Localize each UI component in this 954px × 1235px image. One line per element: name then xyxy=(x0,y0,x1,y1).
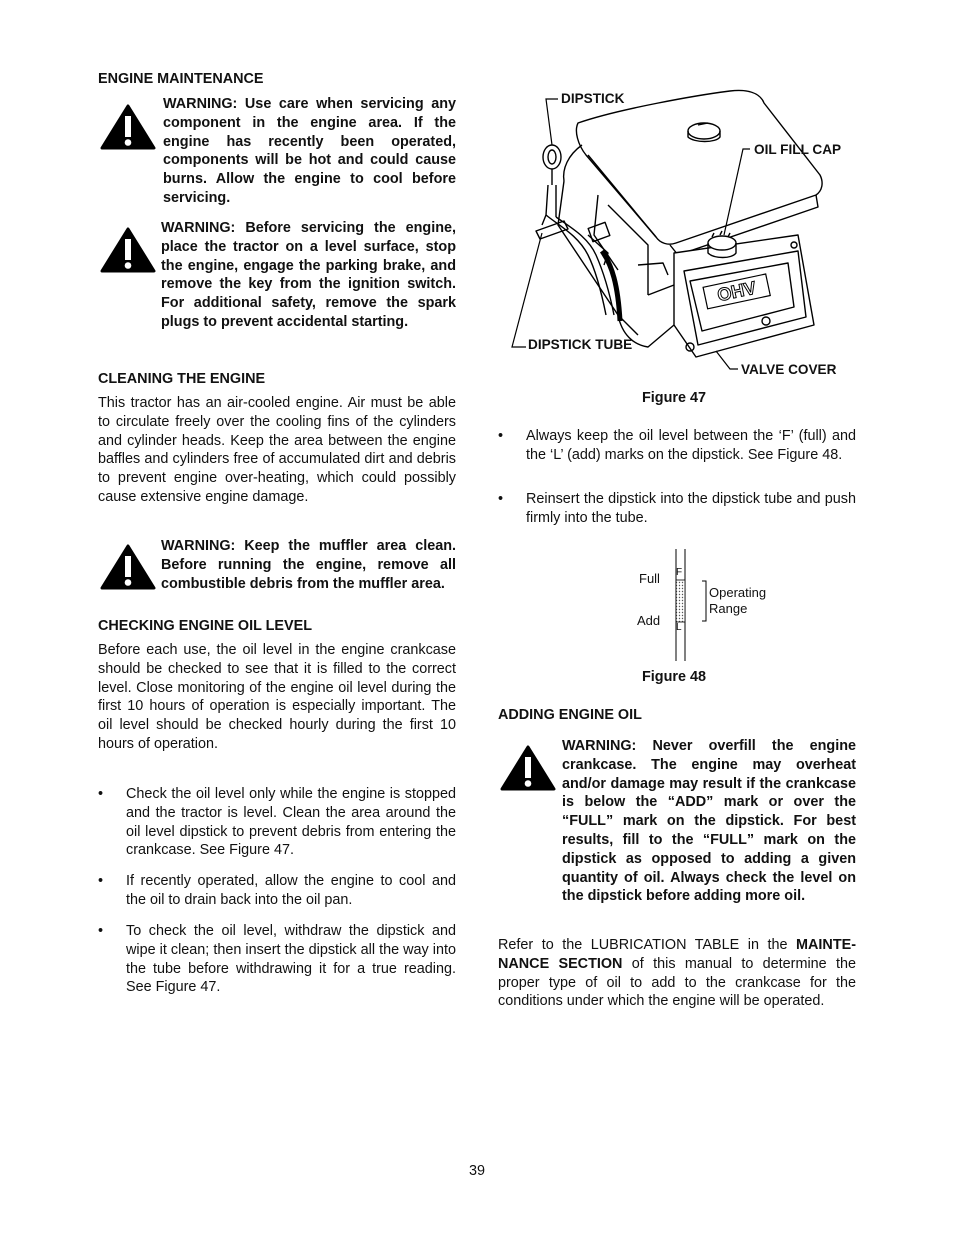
dipstick-tube-leader xyxy=(512,233,542,347)
callout-valve-cover: VALVE COVER xyxy=(741,362,837,377)
list-item: • If recently operated, allow the engine to cool and the oil to drain back into the oil pan. xyxy=(98,873,456,908)
cleaning-paragraph: This tractor has an air-cooled engine. Air must be able to circulate freely over the cooling fins of the cylinders and cylinder heads. Keep the area between the engine baffles and cylinders free of accumulated dirt and debris to prevent engine over-heating, which could possibly cause extensive engine damage. xyxy=(98,395,456,505)
refer-paragraph: Refer to the LUBRICATION TABLE in the MAINTE-NANCE SECTION of this manual to determine the proper type of oil to add to the crankcase for the conditions under which the engine will be operated. xyxy=(498,937,856,1010)
warning-triangle-icon xyxy=(100,227,156,273)
l-mark: L xyxy=(676,622,682,633)
page-number: 39 xyxy=(468,1163,485,1179)
warning-muffler-area: WARNING: Keep the muffler area clean. Before running the engine, remove all combustible debris from the muffler area. xyxy=(161,538,456,592)
svg-text:OHV: OHV xyxy=(715,277,758,306)
figure-47 xyxy=(498,85,858,385)
list-item: • Check the oil level only while the engine is stopped and the tractor is level. Clean the area around the oil level dipstick to prevent debris from entering the crankcase. See Figure 47. xyxy=(98,786,456,859)
heading-engine-maintenance: ENGINE MAINTENANCE xyxy=(98,71,264,87)
warning-triangle-icon xyxy=(100,104,156,150)
callout-oil-fill-cap: OIL FILL CAP xyxy=(754,142,842,157)
figure-47-caption: Figure 47 xyxy=(642,390,706,406)
callout-dipstick-tube: DIPSTICK TUBE xyxy=(528,337,633,352)
full-label: Full xyxy=(639,571,660,586)
warning-overfill: WARNING: Never overfill the engine crankcase. The engine may overheat and/or damage may result if the crankcase is below the “ADD” mark or over the “FULL” mark on the dipstick. For best results, fill to the “FULL” mark on the dipstick as opposed to adding a given quantity of oil. Always check the level on the dipstick before adding more oil. xyxy=(562,738,856,905)
list-item: • Always keep the oil level between the ‘F’ (full) and the ‘L’ (add) marks on the dipstick. See Figure 48. xyxy=(498,428,856,463)
valve-cover-leader xyxy=(716,351,738,369)
dipstick-leader xyxy=(546,99,558,145)
figure-48-caption: Figure 48 xyxy=(642,669,706,685)
callout-dipstick: DIPSTICK xyxy=(561,91,625,106)
warning-before-servicing: WARNING: Before servicing the engine, place the tractor on a level surface, stop the engine, engage the parking brake, and remove the key from the ignition switch. For additional safety, remove the spark plugs to prevent accidental starting. xyxy=(161,220,456,330)
list-item: • Reinsert the dipstick into the dipstick tube and push firmly into the tube. xyxy=(498,491,856,526)
heading-checking-oil: CHECKING ENGINE OIL LEVEL xyxy=(98,618,313,634)
list-item: • To check the oil level, withdraw the dipstick and wipe it clean; then insert the dipstick all the way into the tube before withdrawing it for a true reading. See Figure 47. xyxy=(98,923,456,996)
warning-triangle-icon xyxy=(500,745,556,791)
warning-hot-components: WARNING: Use care when servicing any component in the engine area. If the engine has recently been operated, components will be hot and could cause burns. Allow the engine to cool before servicing. xyxy=(163,96,456,206)
add-label: Add xyxy=(637,613,661,628)
oil-paragraph: Before each use, the oil level in the engine crankcase should be checked to see that it is filled to the correct level. Close monitoring of the engine oil level during the first 10 hours of operation is especially important. The oil level should be checked hourly during the first 10 hours of operation. xyxy=(98,642,456,752)
figure-48 xyxy=(630,545,790,665)
operating-range-label-2: Range xyxy=(709,601,748,616)
operating-range-label: Operating xyxy=(709,585,767,600)
heading-cleaning-engine: CLEANING THE ENGINE xyxy=(98,371,266,387)
warning-triangle-icon xyxy=(100,544,156,590)
operating-range-band xyxy=(676,580,685,622)
heading-adding-oil: ADDING ENGINE OIL xyxy=(498,707,642,723)
f-mark: F xyxy=(676,567,683,578)
